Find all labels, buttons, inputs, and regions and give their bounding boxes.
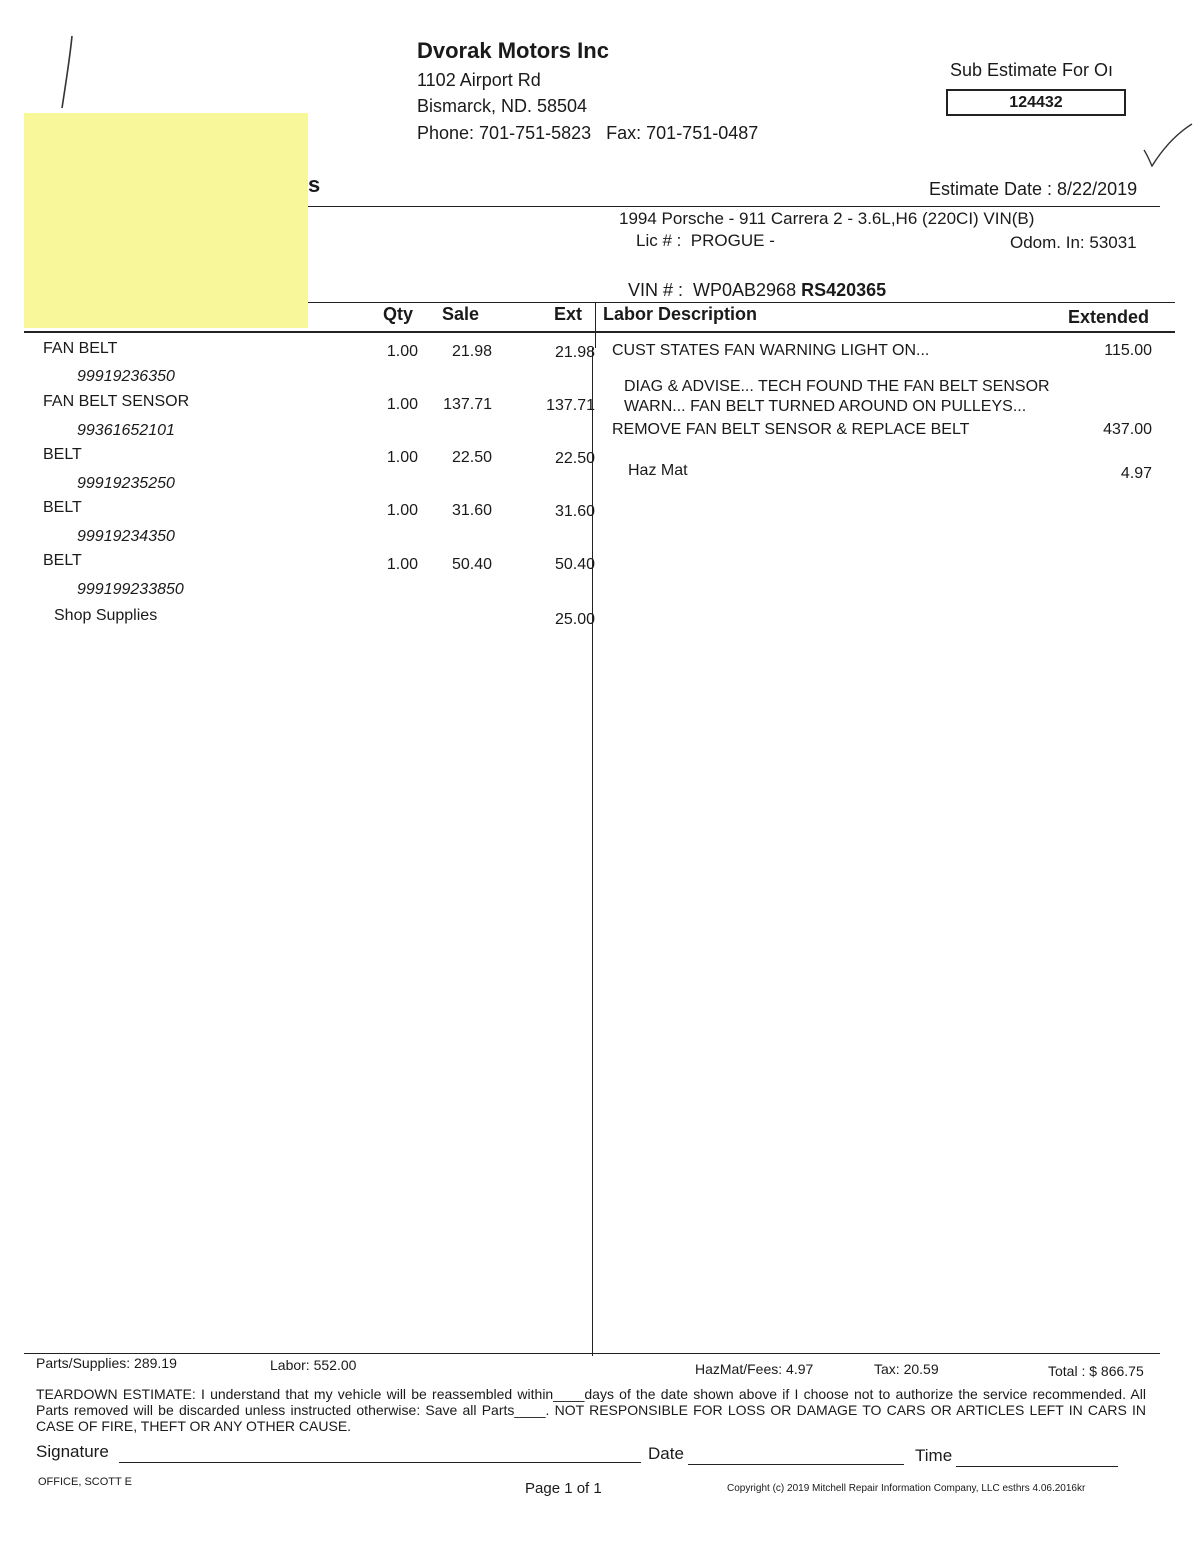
col-qty: Qty bbox=[383, 304, 414, 324]
part-qty: 1.00 bbox=[386, 502, 418, 519]
part-desc: FAN BELT SENSOR bbox=[43, 393, 190, 410]
labor-total: Labor: 552.00 bbox=[270, 1357, 357, 1373]
header-rule bbox=[308, 206, 1160, 207]
shop-name: Dvorak Motors Inc bbox=[417, 38, 609, 63]
time-label: Time bbox=[915, 1446, 953, 1465]
part-desc: BELT bbox=[43, 499, 82, 516]
parts-supplies-total: Parts/Supplies: 289.19 bbox=[36, 1355, 177, 1371]
labor-amount: 115.00 bbox=[1104, 342, 1152, 359]
page-number: Page 1 of 1 bbox=[525, 1480, 602, 1497]
part-ext: 22.50 bbox=[554, 450, 595, 467]
part-qty: 1.00 bbox=[386, 449, 418, 466]
part-qty: 1.00 bbox=[386, 556, 418, 573]
vehicle-description: 1994 Porsche - 911 Carrera 2 - 3.6L,H6 (220CI) VIN(B) bbox=[619, 209, 1035, 228]
shop-phone-fax: Phone: 701-751-5823 Fax: 701-751-0487 bbox=[417, 123, 759, 143]
sub-estimate-label: Sub Estimate For Oı bbox=[950, 60, 1114, 80]
part-desc: BELT bbox=[43, 446, 82, 463]
part-ext: 21.98 bbox=[554, 344, 595, 361]
part-qty: 1.00 bbox=[386, 396, 418, 413]
part-sale: 21.98 bbox=[451, 343, 492, 360]
labor-amount: 4.97 bbox=[1120, 465, 1152, 482]
pen-stroke-mark bbox=[52, 32, 82, 112]
labor-line: REMOVE FAN BELT SENSOR & REPLACE BELT bbox=[612, 421, 970, 438]
signature-line[interactable] bbox=[119, 1462, 641, 1463]
hazmat-total: HazMat/Fees: 4.97 bbox=[695, 1361, 814, 1377]
col-labor-description: Labor Description bbox=[603, 304, 758, 324]
sub-estimate-number: 124432 bbox=[946, 89, 1126, 116]
part-number: 99361652101 bbox=[77, 422, 175, 439]
checkmark-icon bbox=[1140, 120, 1196, 170]
part-number: 99919236350 bbox=[77, 368, 175, 385]
labor-amount: 437.00 bbox=[1103, 421, 1152, 438]
part-sale: 50.40 bbox=[451, 556, 492, 573]
totals-rule bbox=[24, 1353, 1160, 1354]
vin-prefix: VIN # : WP0AB2968 bbox=[628, 280, 802, 300]
labor-line: WARN... FAN BELT TURNED AROUND ON PULLEYS... bbox=[624, 398, 1027, 415]
part-number: 999199233850 bbox=[77, 581, 184, 598]
part-desc: BELT bbox=[43, 552, 82, 569]
part-desc: FAN BELT bbox=[43, 340, 118, 357]
part-number: 99919235250 bbox=[77, 475, 175, 492]
odometer-reading: Odom. In: 53031 bbox=[1010, 233, 1137, 252]
col-sale: Sale bbox=[442, 304, 480, 324]
col-extended: Extended bbox=[1068, 307, 1150, 327]
sticky-partial-text: s bbox=[308, 172, 321, 197]
copyright: Copyright (c) 2019 Mitchell Repair Information Company, LLC esthrs 4.06.2016kr bbox=[727, 1483, 1086, 1494]
part-number: 99919234350 bbox=[77, 528, 175, 545]
estimate-date: Estimate Date : 8/22/2019 bbox=[929, 179, 1138, 199]
col-ext: Ext bbox=[554, 304, 583, 324]
license-plate: Lic # : PROGUE - bbox=[636, 231, 775, 250]
labor-line: Haz Mat bbox=[628, 462, 688, 479]
vin-suffix: RS420365 bbox=[801, 280, 887, 300]
part-sale: 22.50 bbox=[451, 449, 492, 466]
grand-total: Total : $ 866.75 bbox=[1048, 1363, 1144, 1379]
part-ext: 50.40 bbox=[554, 556, 595, 573]
shop-address-line2: Bismarck, ND. 58504 bbox=[417, 96, 588, 116]
part-ext: 137.71 bbox=[546, 397, 595, 414]
shop-supplies-amount: 25.00 bbox=[554, 611, 595, 628]
shop-supplies-label: Shop Supplies bbox=[54, 607, 158, 624]
table-header-rule bbox=[24, 331, 1175, 333]
signature-label: Signature bbox=[36, 1442, 109, 1461]
date-label: Date bbox=[648, 1444, 684, 1463]
vin-number bbox=[628, 280, 886, 301]
column-divider bbox=[592, 348, 593, 1356]
service-writer: OFFICE, SCOTT E bbox=[38, 1476, 132, 1488]
teardown-disclaimer: TEARDOWN ESTIMATE: I understand that my vehicle will be reassembled within____days of the date shown above if I choose not to authorize the service recommended. All Parts removed will be discarded unless instructed otherwise: Save all Parts____. NOT RESPONSIBLE FOR LOSS OR DAMAGE TO CARS OR ARTICLES LEFT IN CARS IN CASE OF FIRE, THEFT OR ANY OTHER CAUSE. bbox=[36, 1386, 1146, 1434]
header-divider bbox=[595, 303, 596, 348]
date-line[interactable] bbox=[688, 1464, 904, 1465]
time-line[interactable] bbox=[956, 1466, 1118, 1467]
part-ext: 31.60 bbox=[554, 503, 595, 520]
part-sale: 137.71 bbox=[443, 396, 492, 413]
part-qty: 1.00 bbox=[386, 343, 418, 360]
table-top-rule bbox=[308, 302, 1175, 303]
tax-total: Tax: 20.59 bbox=[874, 1361, 939, 1377]
labor-line: CUST STATES FAN WARNING LIGHT ON... bbox=[612, 342, 930, 359]
part-sale: 31.60 bbox=[451, 502, 492, 519]
sticky-note bbox=[24, 113, 308, 328]
shop-address-line1: 1102 Airport Rd bbox=[417, 70, 541, 90]
labor-line: DIAG & ADVISE... TECH FOUND THE FAN BELT SENSOR bbox=[624, 378, 1050, 395]
